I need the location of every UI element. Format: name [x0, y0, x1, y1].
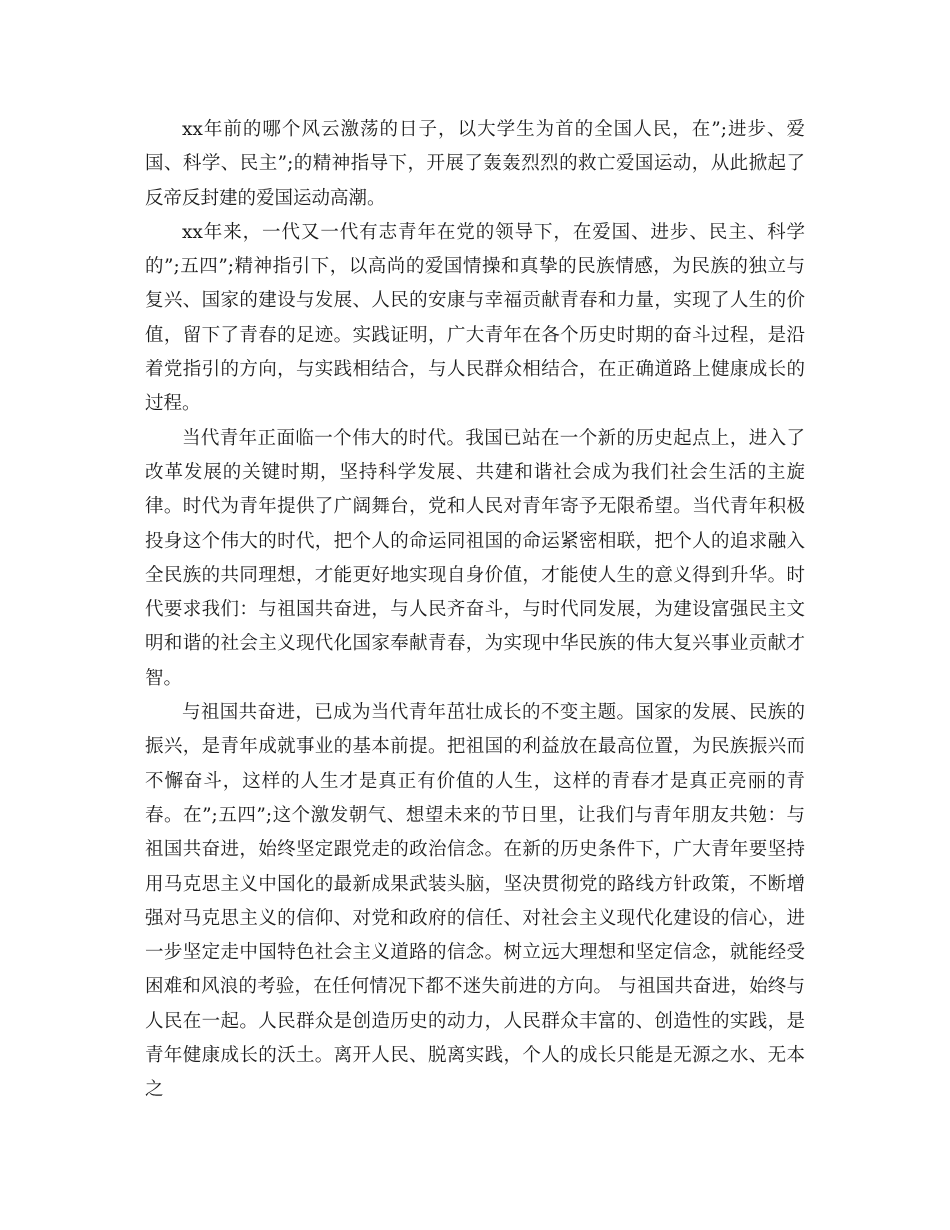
paragraph-1: xx年前的哪个风云激荡的日子，以大学生为首的全国人民，在”;进步、爱国、科学、民主”;的精神指导下，开展了轰轰烈烈的救亡爱国运动，从此掀起了反帝反封建的爱国运动高潮。 [145, 119, 805, 209]
paragraph-2: xx年来，一代又一代有志青年在党的领导下，在爱国、进步、民主、科学的”;五四”;精神指引下，以高尚的爱国情操和真挚的民族情感，为民族的独立与复兴、国家的建设与发展、人民的安康与幸福贡献青春和力量，实现了人生的价值，留下了青春的足迹。实践证明，广大青年在各个历史时期的奋斗过程，是沿着党指引的方向，与实践相结合，与人民群众相结合，在正确道路上健康成长的过程。 [145, 221, 805, 415]
document-body [145, 113, 805, 1108]
paragraph-3: 当代青年正面临一个伟大的时代。我国已站在一个新的历史起点上，进入了改革发展的关键时期，坚持科学发展、共建和谐社会成为我们社会生活的主旋律。时代为青年提供了广阔舞台，党和人民对青年寄予无限希望。当代青年积极投身这个伟大的时代，把个人的命运同祖国的命运紧密相联，把个人的追求融入全民族的共同理想，才能更好地实现自身价值，才能使人生的意义得到升华。时代要求我们：与祖国共奋进，与人民齐奋斗，与时代同发展，为建设富强民主文明和谐的社会主义现代化国家奉献青春，为实现中华民族的伟大复兴事业贡献才智。 [145, 427, 805, 689]
paragraph-4: 与祖国共奋进，已成为当代青年茁壮成长的不变主题。国家的发展、民族的振兴，是青年成就事业的基本前提。把祖国的利益放在最高位置，为民族振兴而不懈奋斗，这样的人生才是真正有价值的人生，这样的青春才是真正亮丽的青春。在”;五四”;这个激发朝气、想望未来的节日里，让我们与青年朋友共勉：与祖国共奋进，始终坚定跟党走的政治信念。在新的历史条件下，广大青年要坚持用马克思主义中国化的最新成果武装头脑，坚决贯彻党的路线方针政策，不断增强对马克思主义的信仰、对党和政府的信任、对社会主义现代化建设的信心，进一步坚定走中国特色社会主义道路的信念。树立远大理想和坚定信念，就能经受困难和风浪的考验，在任何情况下都不迷失前进的方向。 与祖国共奋进，始终与人民在一起。人民群众是创造历史的动力，人民群众丰富的、创造性的实践，是青年健康成长的沃土。离开人民、脱离实践，个人的成长只能是无源之水、无本之 [145, 702, 805, 1101]
